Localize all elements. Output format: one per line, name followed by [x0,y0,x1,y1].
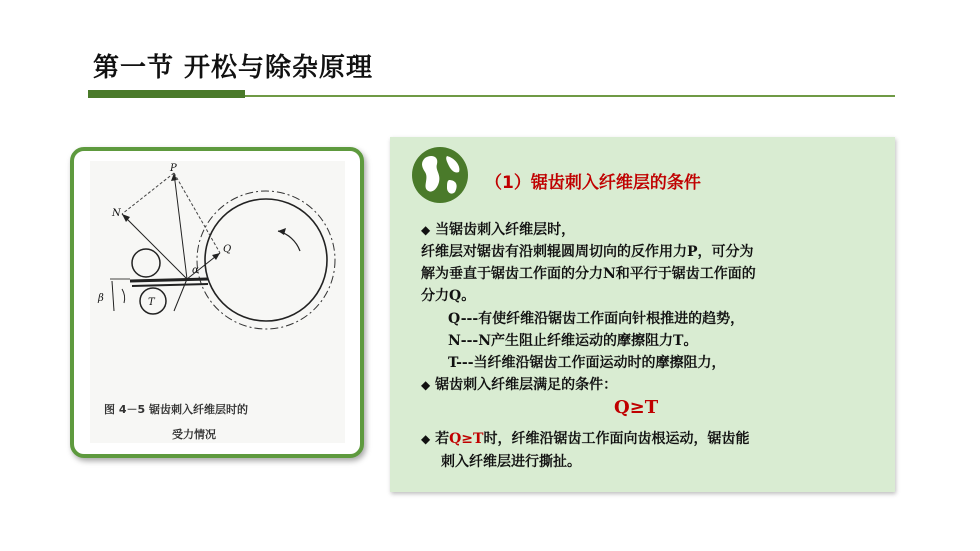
content-panel [390,137,895,492]
globe-icon [411,146,469,204]
text-line-3: 解为垂直于锯齿工作面的分力N和平行于锯齿工作面的 [421,266,756,282]
text-line-10: 刺入纤维层进行撕扯。 [441,454,581,470]
text-line-9 [421,428,749,448]
force-P [174,173,187,279]
label-alpha: α [192,265,199,276]
fibre-layer-lower [132,284,208,286]
condition-formula: Q≥T [614,397,659,418]
text-line-8 [421,374,617,394]
force-N [122,214,187,279]
licker-in-roller [205,199,327,321]
bullet-icon: ◆ [421,223,431,237]
label-Q: Q [223,244,232,255]
label-beta: β [98,293,104,304]
slide-title: 第一节 开松与除杂原理 [93,53,374,83]
force-diagram [90,161,345,443]
roller-outline-dashed [197,191,335,329]
label-P: P [170,163,177,174]
bullet-icon: ◆ [421,432,431,446]
text-line-1 [421,219,575,239]
line8-text: 锯齿刺入纤维层满足的条件： [435,377,618,393]
rotation-arrow [278,231,300,251]
figure-caption-line2: 受力情况 [172,428,216,441]
figure-caption-line1: 图 4－5 锯齿刺入纤维层时的 [104,403,248,416]
text-line-2: 纤维层对锯齿有沿刺辊圆周切向的反作用力P，可分为 [421,244,754,260]
text-line-7: T---当纤维沿锯齿工作面运动时的摩擦阻力， [448,355,726,371]
label-T: T [148,297,155,308]
line1-text: 当锯齿刺入纤维层时， [435,222,576,238]
line9-highlight: Q≥T [449,431,484,447]
text-line-6: N---N产生阻止纤维运动的摩擦阻力T。 [448,333,698,349]
panel-heading: （1）锯齿刺入纤维层的条件 [485,173,701,193]
feed-roller [132,249,160,277]
label-N: N [112,208,121,219]
fibre-layer [130,279,208,281]
text-line-5: Q---有使纤维沿锯齿工作面向针根推进的趋势， [448,311,745,327]
line9-prefix: 若 [435,431,450,447]
title-accent-bar [88,90,245,98]
text-line-4: 分力Q。 [421,288,476,304]
line9-suffix: 时，纤维沿锯齿工作面向齿根运动，锯齿能 [483,431,750,447]
figure-frame [70,147,364,458]
bullet-icon: ◆ [421,378,431,392]
